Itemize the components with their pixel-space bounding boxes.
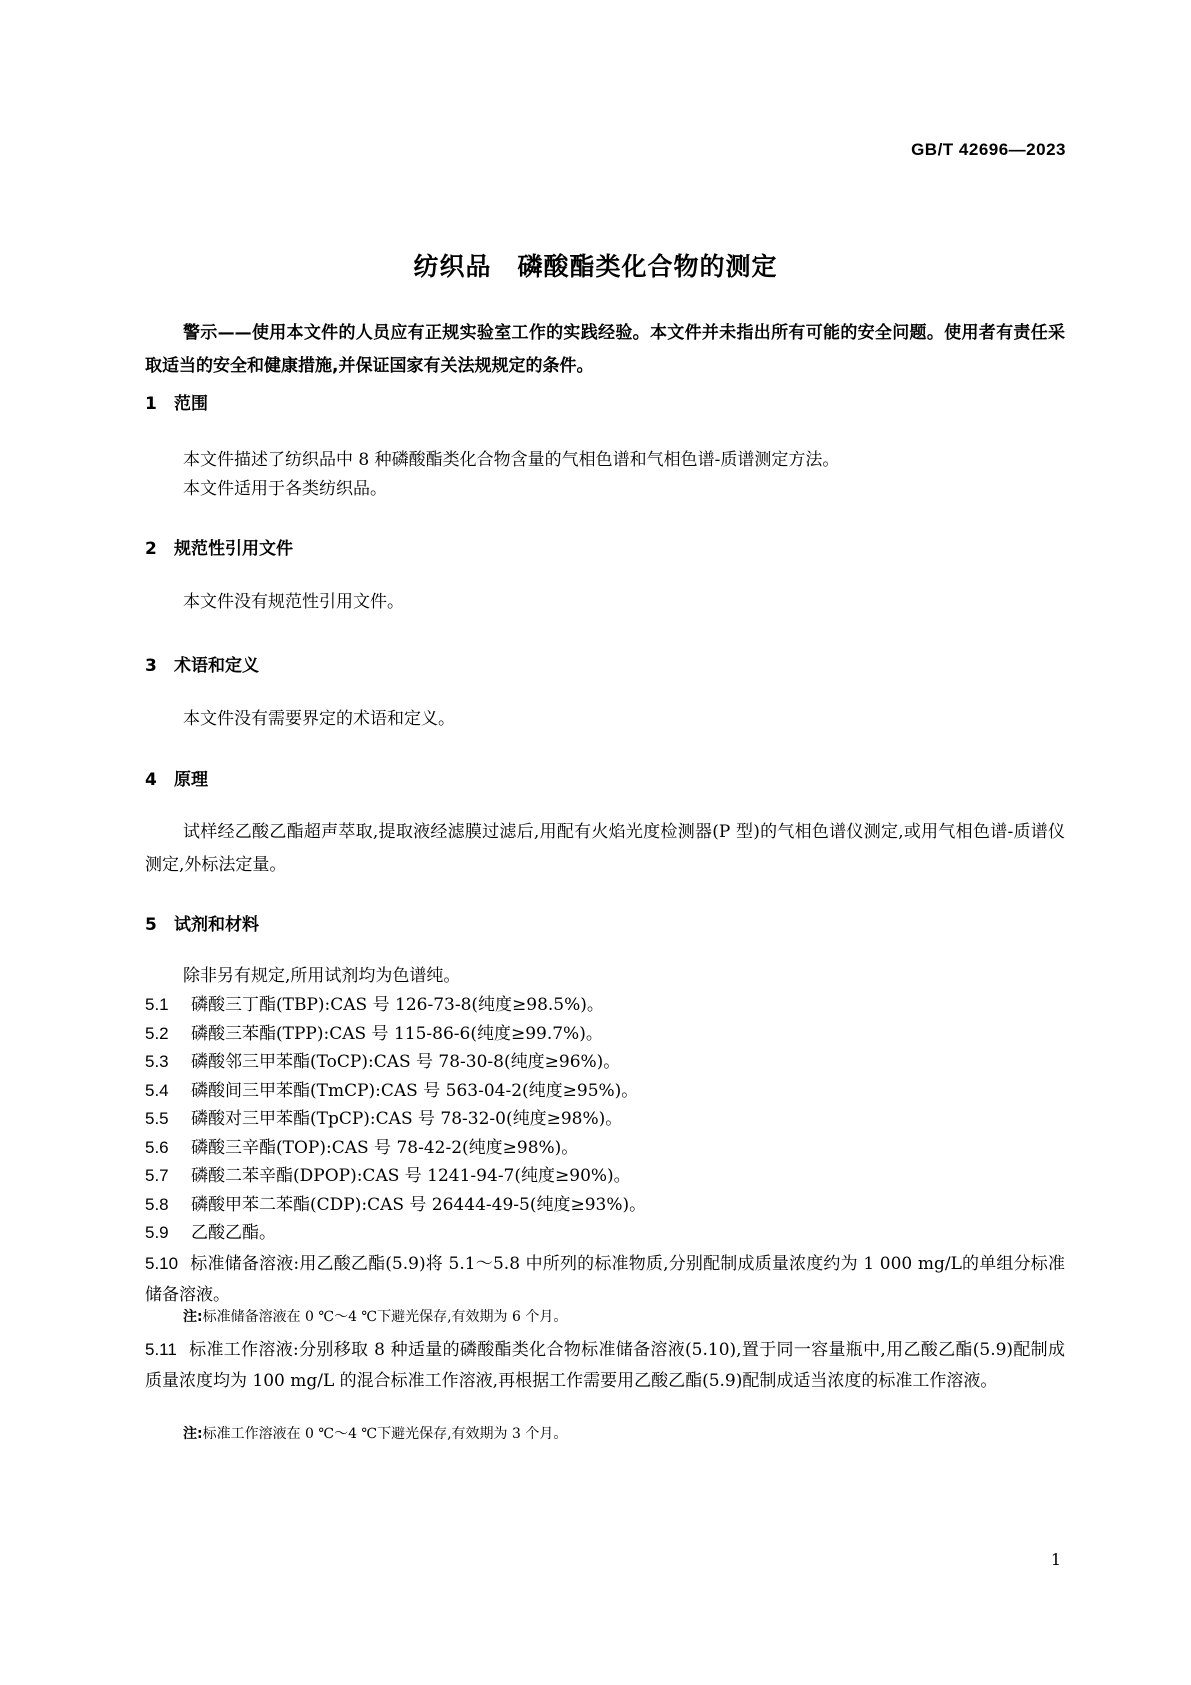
- section-heading-2: [145, 534, 293, 559]
- section-title: 试剂和材料: [174, 915, 259, 935]
- item-text: 磷酸三辛酯(TOP):CAS 号 78-42-2(纯度≥98%)。: [191, 1138, 579, 1158]
- section-number: 3: [145, 656, 157, 676]
- note-5-11: [183, 1423, 567, 1445]
- page-number: 1: [1050, 1550, 1061, 1569]
- note-text: 标准工作溶液在 0 ℃～4 ℃下避光保存,有效期为 3 个月。: [202, 1426, 568, 1442]
- list-item: [145, 1076, 1065, 1106]
- item-text: 磷酸邻三甲苯酯(ToCP):CAS 号 78-30-8(纯度≥96%)。: [191, 1052, 621, 1072]
- list-item: [145, 1190, 1065, 1220]
- note-label: 注:: [183, 1426, 203, 1442]
- section-4-paragraph-1: 试样经乙酸乙酯超声萃取,提取液经滤膜过滤后,用配有火焰光度检测器(P 型)的气相色谱仪测定,或用气相色谱-质谱仪测定,外标法定量。: [145, 822, 1065, 875]
- section-title: 范围: [174, 394, 208, 414]
- section-number: 2: [145, 539, 157, 559]
- item-number: 5.3: [145, 1052, 169, 1071]
- list-item: [145, 1161, 1065, 1191]
- section-number: 4: [145, 770, 157, 790]
- section-title: 规范性引用文件: [174, 539, 293, 559]
- section-2-paragraph-1: 本文件没有规范性引用文件。: [183, 592, 404, 612]
- section-1-paragraph-2: 本文件适用于各类纺织品。: [183, 479, 387, 499]
- section-number: 5: [145, 915, 157, 935]
- item-text: 磷酸甲苯二苯酯(CDP):CAS 号 26444-49-5(纯度≥93%)。: [191, 1195, 647, 1215]
- item-text: 标准储备溶液:用乙酸乙酯(5.9)将 5.1～5.8 中所列的标准物质,分别配制成质量浓度约为 1 000 mg/L的单组分标准储备溶液。: [145, 1254, 1065, 1305]
- note-label: 注:: [183, 1309, 203, 1325]
- item-number: 5.10: [145, 1254, 179, 1273]
- item-number: 5.4: [145, 1081, 169, 1100]
- item-text: 乙酸乙酯。: [191, 1223, 276, 1243]
- item-number: 5.1: [145, 995, 169, 1014]
- item-number: 5.8: [145, 1195, 169, 1214]
- list-item-5-10: [145, 1248, 1065, 1311]
- note-5-10: [183, 1306, 567, 1328]
- section-heading-5: [145, 910, 259, 935]
- item-number: 5.7: [145, 1166, 169, 1185]
- list-item: [145, 990, 1065, 1020]
- item-number: 5.2: [145, 1024, 169, 1043]
- item-text: 磷酸三苯酯(TPP):CAS 号 115-86-6(纯度≥99.7%)。: [191, 1024, 603, 1044]
- list-item: [145, 1019, 1065, 1049]
- list-item: [145, 1047, 1065, 1077]
- section-heading-4: [145, 765, 208, 790]
- item-number: 5.6: [145, 1138, 169, 1157]
- item-text: 磷酸对三甲苯酯(TpCP):CAS 号 78-32-0(纯度≥98%)。: [191, 1109, 623, 1129]
- item-text: 磷酸二苯辛酯(DPOP):CAS 号 1241-94-7(纯度≥90%)。: [191, 1166, 631, 1186]
- section-heading-1: [145, 389, 208, 414]
- section-title: 原理: [174, 770, 208, 790]
- standard-number: GB/T 42696—2023: [911, 140, 1066, 159]
- document-title: 纺织品 磷酸酯类化合物的测定: [413, 252, 778, 281]
- section-heading-3: [145, 651, 259, 676]
- item-text: 磷酸三丁酯(TBP):CAS 号 126-73-8(纯度≥98.5%)。: [191, 995, 604, 1015]
- list-item-5-11: [145, 1334, 1065, 1397]
- list-item: [145, 1133, 1065, 1163]
- warning-paragraph: 警示——使用本文件的人员应有正规实验室工作的实践经验。本文件并未指出所有可能的安全问题。使用者有责任采取适当的安全和健康措施,并保证国家有关法规规定的条件。: [145, 323, 1065, 376]
- section-5-intro: 除非另有规定,所用试剂均为色谱纯。: [183, 966, 461, 986]
- list-item: [145, 1218, 1065, 1248]
- section-1-paragraph-1: 本文件描述了纺织品中 8 种磷酸酯类化合物含量的气相色谱和气相色谱-质谱测定方法。: [183, 450, 840, 470]
- section-number: 1: [145, 394, 157, 414]
- section-title: 术语和定义: [174, 656, 259, 676]
- item-number: 5.9: [145, 1223, 169, 1242]
- item-number: 5.11: [145, 1340, 177, 1359]
- section-3-paragraph-1: 本文件没有需要界定的术语和定义。: [183, 709, 455, 729]
- note-text: 标准储备溶液在 0 ℃～4 ℃下避光保存,有效期为 6 个月。: [202, 1309, 568, 1325]
- list-item: [145, 1104, 1065, 1134]
- item-text: 标准工作溶液:分别移取 8 种适量的磷酸酯类化合物标准储备溶液(5.10),置于同一容量瓶中,用乙酸乙酯(5.9)配制成质量浓度均为 100 mg/L 的混合标准工作溶液,再根据工作需要用乙酸乙酯(5.9)配制成适当浓度的标准工作溶液。: [145, 1340, 1065, 1391]
- item-text: 磷酸间三甲苯酯(TmCP):CAS 号 563-04-2(纯度≥95%)。: [191, 1081, 639, 1101]
- item-number: 5.5: [145, 1109, 169, 1128]
